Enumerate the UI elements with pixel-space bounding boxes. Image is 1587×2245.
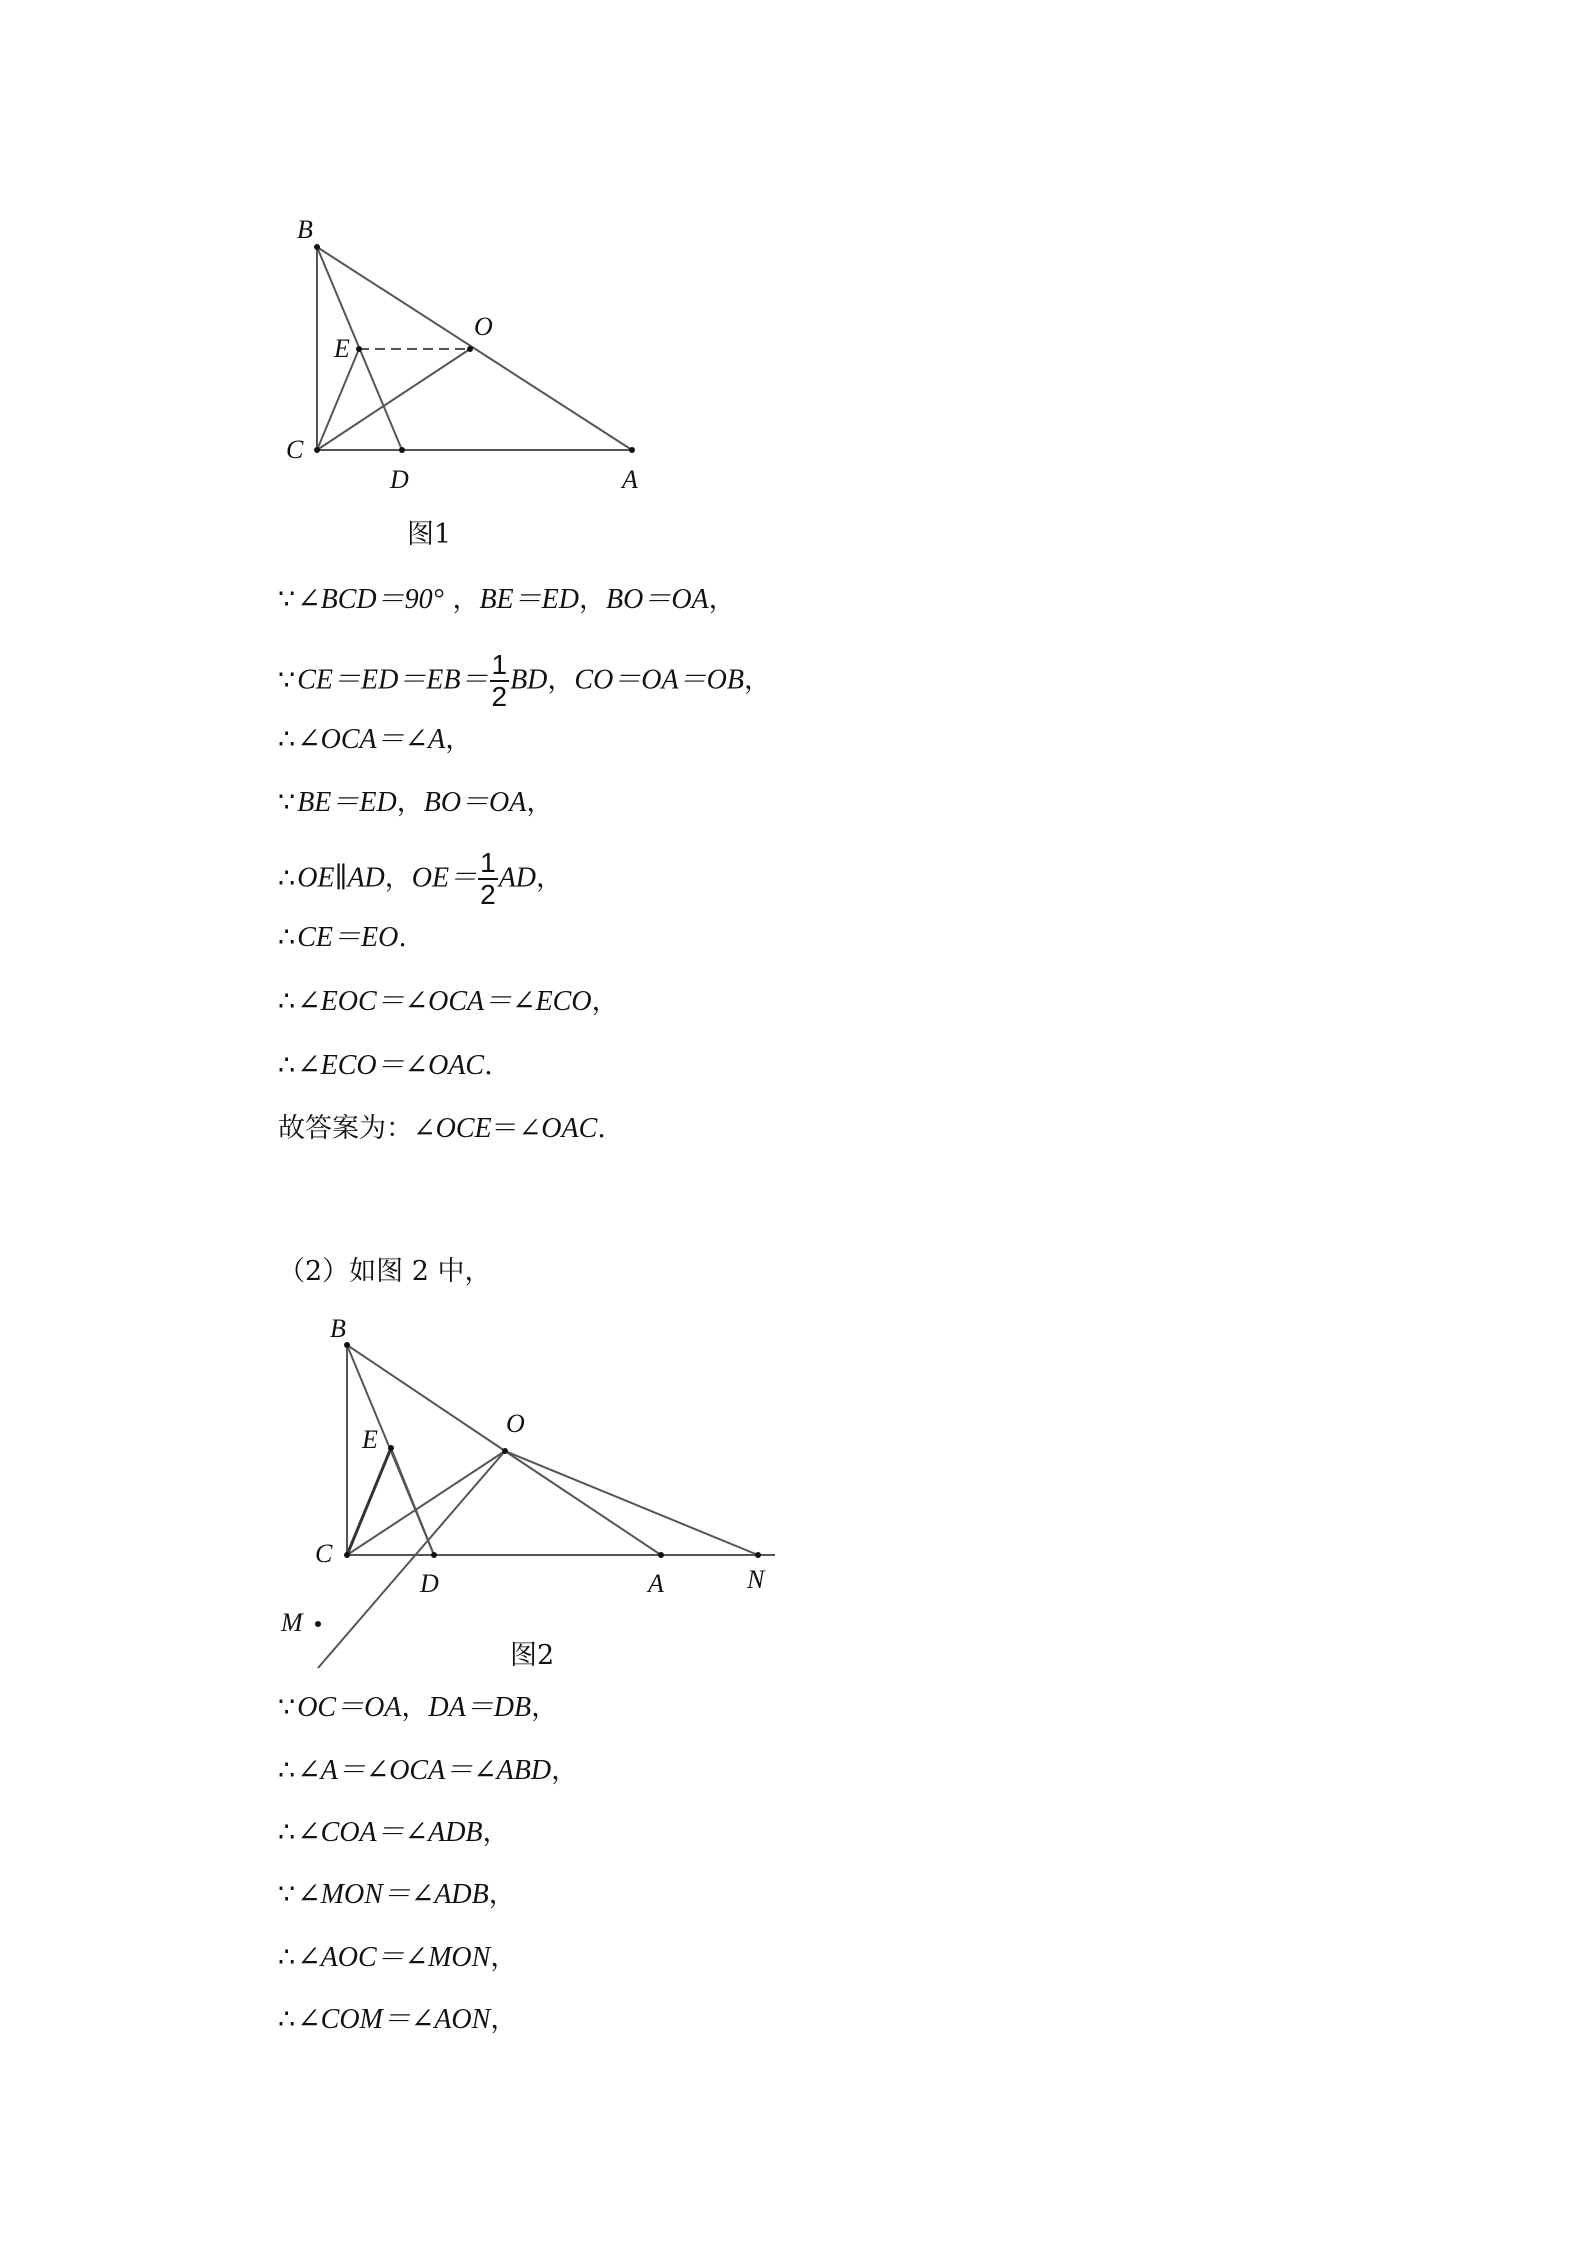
math-expression: ∠AOC＝∠MON — [297, 1942, 491, 1973]
proof-line — [278, 848, 563, 910]
label-B: B — [297, 215, 313, 244]
label-B: B — [330, 1314, 346, 1343]
punctuation-text: ， — [526, 787, 554, 818]
math-expression: BD — [510, 664, 548, 696]
fraction-denominator: 2 — [480, 879, 496, 910]
therefore-symbol: ∴ — [278, 1755, 296, 1786]
punctuation-text: ， — [401, 1692, 429, 1723]
punctuation-text: ， — [445, 724, 473, 755]
label-E: E — [334, 334, 350, 363]
proof-line — [278, 783, 553, 823]
figure-2 — [270, 1300, 790, 1670]
therefore-symbol: ∴ — [278, 862, 296, 894]
figure-2-diagram — [270, 1300, 790, 1670]
punctuation-text: ， — [396, 787, 424, 818]
punctuation-text: ， — [551, 1755, 579, 1786]
punctuation-text: ， — [547, 664, 575, 696]
punctuation-text: 故答案为：∠ — [278, 1113, 436, 1144]
proof-line — [278, 1875, 516, 1915]
proof-line — [278, 1688, 558, 1728]
therefore-symbol: ∴ — [278, 724, 296, 755]
fraction-numerator: 1 — [491, 649, 508, 680]
math-expression: ∠EOC＝∠OCA＝∠ECO — [297, 986, 592, 1017]
proof-line — [278, 982, 619, 1022]
therefore-symbol: ∴ — [278, 2004, 296, 2035]
math-expression: CE＝ED＝EB＝ — [297, 664, 489, 696]
proof-line — [278, 1046, 493, 1086]
proof-line — [278, 918, 407, 958]
punctuation-text: . — [398, 922, 407, 953]
because-symbol: ∵ — [278, 1879, 296, 1910]
proof-line — [278, 1938, 517, 1978]
label-C: C — [315, 1539, 333, 1568]
therefore-symbol: ∴ — [278, 1817, 296, 1848]
punctuation-text: . — [484, 1050, 493, 1081]
punctuation-text: ， — [384, 862, 412, 894]
label-O: O — [506, 1409, 525, 1438]
label-D: D — [420, 1569, 439, 1598]
label-A: A — [622, 465, 638, 494]
label-M: M — [281, 1608, 303, 1637]
therefore-symbol: ∴ — [278, 986, 296, 1017]
math-expression: BO＝OA — [606, 584, 709, 615]
figure-1-caption: 图1 — [407, 519, 452, 550]
math-expression: OE＝ — [411, 862, 478, 894]
figure-2-caption: 图2 — [510, 1640, 555, 1671]
math-expression: ∠MON＝∠ADB — [297, 1879, 489, 1910]
math-expression: ∠A＝∠OCA＝∠ABD — [297, 1755, 552, 1786]
fraction-denominator: 2 — [491, 681, 508, 712]
proof-line — [278, 1109, 606, 1149]
proof-line — [278, 1813, 510, 1853]
math-expression: CO＝OA＝OB — [574, 664, 744, 696]
figure-1 — [270, 205, 660, 505]
math-expression: BE＝ED — [479, 584, 579, 615]
math-expression: OC＝OA — [297, 1692, 402, 1723]
math-expression: CE＝EO — [297, 922, 399, 953]
punctuation-text: ， — [490, 2004, 518, 2035]
math-expression: AD — [498, 862, 537, 894]
proof-line — [278, 580, 736, 620]
punctuation-text: ， — [531, 1692, 559, 1723]
punctuation-text: ， — [591, 986, 619, 1017]
label-O: O — [474, 312, 493, 341]
punctuation-text: ， — [708, 584, 736, 615]
therefore-symbol: ∴ — [278, 922, 296, 953]
math-expression: ∠BCD＝90° — [297, 584, 444, 615]
because-symbol: ∵ — [278, 787, 296, 818]
figure-1-diagram — [270, 205, 660, 505]
therefore-symbol: ∴ — [278, 1050, 296, 1081]
math-expression: OE∥AD — [297, 862, 385, 894]
math-expression: OCE — [435, 1113, 492, 1144]
because-symbol: ∵ — [278, 664, 296, 696]
fraction-numerator: 1 — [480, 847, 496, 878]
punctuation-text: ， — [579, 584, 606, 615]
punctuation-text: ， — [488, 1879, 516, 1910]
punctuation-text: ， — [536, 862, 564, 894]
punctuation-text: ， — [482, 1817, 510, 1848]
label-E: E — [362, 1425, 378, 1454]
part-2-heading: （2）如图 2 中， — [278, 1256, 492, 1287]
math-expression: ∠OCA＝∠A — [297, 724, 446, 755]
label-C: C — [286, 435, 304, 464]
math-expression: ∠COA＝∠ADB — [297, 1817, 483, 1848]
label-D: D — [390, 465, 409, 494]
label-A: A — [648, 1569, 664, 1598]
punctuation-text: . — [597, 1113, 606, 1144]
math-expression: ∠COM＝∠AON — [297, 2004, 491, 2035]
because-symbol: ∵ — [278, 1692, 296, 1723]
math-expression: BE＝ED — [297, 787, 397, 818]
therefore-symbol: ∴ — [278, 1942, 296, 1973]
punctuation-text: ， — [743, 664, 771, 696]
math-expression: ∠ECO＝∠OAC — [297, 1050, 485, 1081]
punctuation-text: ， — [443, 584, 480, 615]
punctuation-text: ， — [490, 1942, 518, 1973]
because-symbol: ∵ — [278, 584, 296, 615]
proof-line — [278, 2000, 517, 2040]
proof-line — [278, 650, 771, 712]
fraction — [478, 848, 498, 910]
label-N: N — [747, 1565, 765, 1594]
punctuation-text: ＝∠ — [491, 1113, 542, 1144]
fraction — [490, 650, 510, 712]
math-expression: BO＝OA — [423, 787, 527, 818]
math-expression: OAC — [541, 1113, 598, 1144]
math-expression: DA＝DB — [428, 1692, 532, 1723]
proof-line — [278, 720, 472, 760]
proof-line — [278, 1751, 578, 1791]
